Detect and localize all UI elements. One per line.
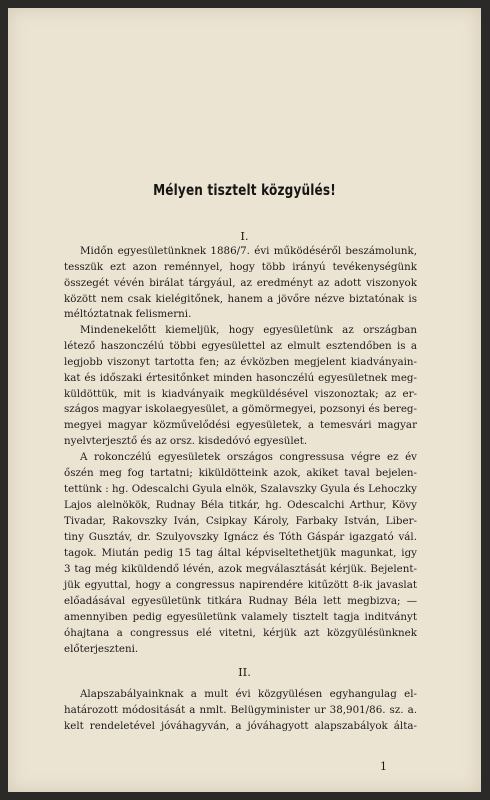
text-line: határozott módositását a nmlt. Belügyminister ur 38,901/86. sz. a.	[64, 704, 417, 716]
text-line: Lajos alelnökök, Rudnay Béla titkár, hg. Odescalchi Arthur, Kövy	[64, 499, 417, 511]
text-line: szágos magyar iskolaegyesület, a gömörmegyei, pozsonyi és bereg-	[64, 403, 417, 415]
text-line: tiny Gusztáv, dr. Szulyovszky Ignácz és Tóth Gáspár igazgató vál.	[64, 531, 417, 543]
text-line: tesszük ezt azon reménnyel, hogy több irányú tevékenységünk	[64, 261, 417, 273]
text-line: 3 tag még kiküldendő lévén, azok megválasztását kérjük. Bejelent-	[64, 563, 417, 575]
section-number: II.	[238, 665, 251, 679]
text-line: tagok. Miután pedig 15 tag által képviseltethetjük magunkat, igy	[64, 547, 417, 559]
text-line: Tivadar, Rakovszky Iván, Csipkay Károly, Farbaky István, Liber-	[64, 515, 417, 527]
text-line: Mindenekelőtt kiemeljük, hogy egyesületünk az országban	[80, 324, 417, 336]
text-line: nyelvterjesztő és az orsz. kisdedóvó egyesület.	[64, 435, 308, 447]
text-line: Alapszabályainknak a mult évi közgyülésen egyhangulag el-	[80, 688, 417, 700]
section-number: I.	[240, 229, 249, 243]
text-line: jük egyuttal, hogy a congressus napirendére kitűzött 8-ik javaslat	[64, 579, 417, 591]
text-line: legjobb viszonyt tartotta fen; az évközben megjelent kiadványain-	[64, 356, 417, 368]
text-line: tettünk : hg. Odescalchi Gyula elnök, Szalavszky Gyula és Lehoczky	[64, 483, 417, 495]
document-page	[8, 8, 481, 792]
text-line: előterjeszteni.	[64, 643, 139, 655]
text-line: között nem csak kielégitőnek, hanem a jövőre nézve biztatónak is	[64, 293, 417, 305]
page-title: Mélyen tisztelt közgyülés!	[153, 181, 336, 199]
text-line: óhajtana a congressus elé vitetni, kérjük azt közgyülésünknek	[64, 627, 417, 639]
text-line: A rokonczélú egyesületek országos congressusa végre ez év	[80, 451, 417, 463]
text-line: megyei magyar közművelődési egyesületek, a temesvári magyar	[64, 419, 417, 431]
text-line: őszén meg fog tartatni; kiküldötteink azok, akiket taval bejelen-	[64, 467, 417, 479]
page-number: 1	[380, 760, 387, 773]
text-line: létező haszonczélú többi egyesülettel az elmult esztendőben is a	[64, 340, 417, 352]
text-line: összegét vévén birálat tárgyául, az eredményt az adott viszonyok	[64, 277, 417, 289]
text-line: kat és időszaki értesitőnket minden hasonczélú egyesületnek meg-	[64, 372, 417, 384]
text-line: Midőn egyesületünknek 1886/7. évi működéséről beszámolunk,	[80, 245, 417, 257]
text-line: amennyiben pedig egyesületünk valamely tisztelt tagja inditványt	[64, 611, 417, 623]
text-line: kelt rendeletével jóváhagyván, a jóváhagyott alapszabályok álta-	[64, 720, 417, 732]
text-line: küldöttük, mit is kiadványaik megküldésével viszonoztak; az er-	[64, 388, 417, 400]
text-line: előadásával egyesületünk titkára Rudnay Béla lett megbizva; —	[64, 595, 417, 607]
text-line: méltóztatnak felismerni.	[64, 308, 192, 320]
